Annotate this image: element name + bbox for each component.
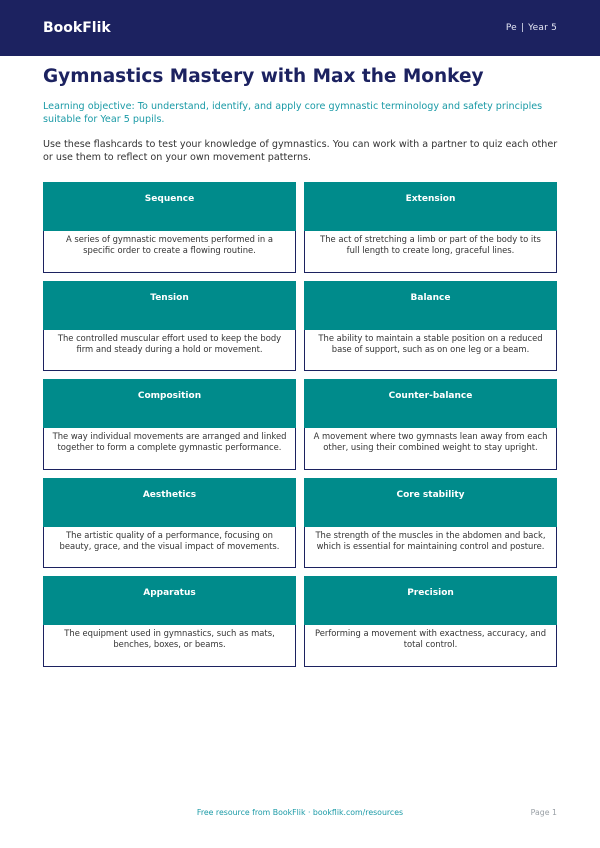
page-number: Page 1	[530, 808, 557, 817]
flashcard[interactable]	[304, 478, 557, 569]
flashcard-definition: The strength of the muscles in the abdomen and back, which is essential for maintaining control and posture.	[304, 527, 557, 569]
learning-objective: Learning objective: To understand, identify, and apply core gymnastic terminology and safety principles suitable for Year 5 pupils.	[43, 101, 543, 125]
footer-credit[interactable]: Free resource from BookFlik · bookflik.com/resources	[196, 808, 404, 817]
flashcard-definition: The act of stretching a limb or part of the body to its full length to create long, graceful lines.	[304, 231, 557, 273]
flashcard-definition: The ability to maintain a stable position on a reduced base of support, such as on one leg or a beam.	[304, 330, 557, 372]
flashcard-definition: The equipment used in gymnastics, such as mats, benches, boxes, or beams.	[43, 625, 296, 667]
flashcard-definition: The way individual movements are arranged and linked together to form a complete gymnastic performance.	[43, 428, 296, 470]
flashcard-term: Apparatus	[43, 576, 296, 625]
breadcrumb-year[interactable]: Year 5	[528, 23, 557, 33]
flashcard-grid	[43, 182, 557, 667]
flashcard-term: Sequence	[43, 182, 296, 231]
flashcard[interactable]	[304, 379, 557, 470]
flashcard[interactable]	[43, 379, 296, 470]
flashcard[interactable]	[304, 281, 557, 372]
intro-text: Use these flashcards to test your knowledge of gymnastics. You can work with a partner to quiz each other or use them to reflect on your own movement patterns.	[43, 139, 558, 163]
brand-logo[interactable]: BookFlik	[43, 20, 111, 36]
flashcard-definition: A movement where two gymnasts lean away from each other, using their combined weight to stay upright.	[304, 428, 557, 470]
flashcard[interactable]	[43, 478, 296, 569]
flashcard-term: Core stability	[304, 478, 557, 527]
flashcard-term: Tension	[43, 281, 296, 330]
flashcard[interactable]	[43, 182, 296, 273]
flashcard-definition: The artistic quality of a performance, focusing on beauty, grace, and the visual impact of movements.	[43, 527, 296, 569]
flashcard-term: Composition	[43, 379, 296, 428]
flashcard[interactable]	[43, 281, 296, 372]
flashcard-definition: A series of gymnastic movements performed in a specific order to create a flowing routine.	[43, 231, 296, 273]
flashcard-term: Extension	[304, 182, 557, 231]
flashcard-term: Balance	[304, 281, 557, 330]
breadcrumb-subject[interactable]: Pe	[505, 23, 517, 33]
flashcard[interactable]	[43, 576, 296, 667]
flashcard-term: Precision	[304, 576, 557, 625]
page-title: Gymnastics Mastery with Max the Monkey	[43, 66, 484, 87]
breadcrumb	[506, 23, 557, 33]
flashcard-definition: The controlled muscular effort used to keep the body firm and steady during a hold or movement.	[43, 330, 296, 372]
flashcard-definition: Performing a movement with exactness, accuracy, and total control.	[304, 625, 557, 667]
flashcard[interactable]	[304, 576, 557, 667]
top-bar	[0, 0, 600, 56]
breadcrumb-separator: |	[520, 23, 525, 33]
flashcard-term: Counter-balance	[304, 379, 557, 428]
flashcard-term: Aesthetics	[43, 478, 296, 527]
flashcard[interactable]	[304, 182, 557, 273]
